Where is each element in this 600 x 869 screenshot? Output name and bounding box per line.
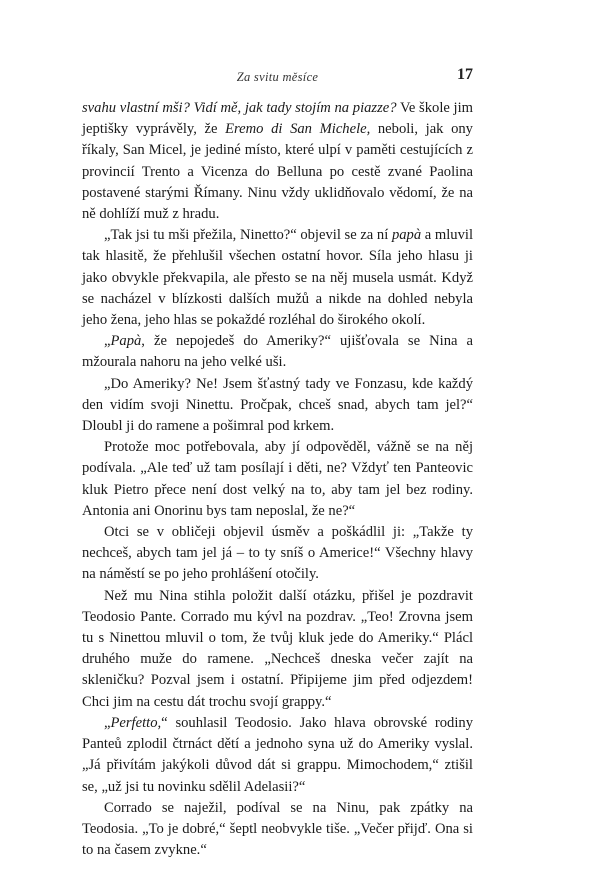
text-segment-italic: svahu vlastní mši? Vidí mě, jak tady stojím na piazze? bbox=[82, 100, 397, 116]
page-number: 17 bbox=[457, 66, 473, 83]
text-segment: neboli, jak ony říkaly, San Micel, je jediné místo, které ulpí v paměti cestujících z provincií Trento a Vicenza do Belluna po cestě zvané Paolina postavené starými Římany. Ninu vždy uklidňovalo vědomí, že na ně dohlíží muž z hradu. bbox=[82, 121, 473, 223]
text-segment: „Tak jsi tu mši přežila, Ninetto?“ objevil se za ní bbox=[104, 227, 392, 244]
running-header bbox=[82, 66, 473, 88]
paragraph bbox=[82, 586, 473, 713]
paragraph bbox=[82, 98, 473, 225]
paragraph bbox=[82, 522, 473, 586]
text-segment: „ bbox=[104, 333, 111, 350]
text-segment: Otci se v obličeji objevil úsměv a poškádlil ji: „Takže ty nechceš, abych tam jel já – to ty sníš o Americe!“ Všechny hlavy na náměstí se po jeho prohlášení otočily. bbox=[82, 524, 473, 583]
paragraph bbox=[82, 374, 473, 438]
text-segment: „Do Ameriky? Ne! Jsem šťastný tady ve Fonzasu, kde každý den vidím svoji Ninettu. Pročpak, chceš snad, abych tam jel?“ Dloubl ji do ramene a pošimral pod krkem. bbox=[82, 375, 473, 435]
text-segment-italic: Eremo di San Michele, bbox=[225, 121, 371, 138]
text-segment: „ bbox=[104, 714, 111, 731]
text-segment: a mluvil tak hlasitě, že přehlušil všechen ostatní hovor. Síla jeho hlasu ji jako obvykle překvapila, ale přesto se na něj musela usmát. Když se nacházel v blízkosti dalších mužů a nikde na dohled nebyla jeho žena, jeho hlas se pokaždé rozléhal do širokého okolí. bbox=[82, 227, 474, 329]
text-segment: Ve škole jim jeptišky vyprávěly, že bbox=[82, 100, 473, 138]
text-segment: “ souhlasil Teodosio. Jako hlava obrovské rodiny Panteů zplodil čtrnáct dětí a jednoho syna už do Ameriky vyslal. „Já přivítám jakýkoli důvod dát si grappu. Mimochodem,“ ztišil se, „už jsi tu novinku sdělil Adelasii?“ bbox=[82, 714, 473, 795]
text-segment-italic: Papà bbox=[110, 333, 142, 350]
text-segment-italic: papà bbox=[391, 227, 422, 244]
body-text bbox=[82, 98, 473, 861]
paragraph bbox=[82, 437, 473, 522]
text-segment: Protože moc potřebovala, aby jí odpověděl, vážně se na něj podívala. „Ale teď už tam posílají i děti, ne? Vždyť ten Panteovic kluk Pietro přece není dost velký na to, aby tam jel bez rodiny. Antonia ani Onorinu bys tam neposlal, že ne?“ bbox=[82, 439, 473, 519]
text-segment: , že nepojedeš do Ameriky?“ ujišťovala se Nina a mžourala nahoru na jeho velké uši. bbox=[82, 333, 473, 371]
paragraph bbox=[82, 225, 473, 331]
text-segment: Corrado se naježil, podíval se na Ninu, pak zpátky na Teodosia. „To je dobré,“ šeptl neobvykle tiše. „Večer přijď. Ona si to na časem zvykne.“ bbox=[82, 799, 473, 859]
text-segment: Než mu Nina stihla položit další otázku, přišel je pozdravit Teodosio Pante. Corrado mu kývl na pozdrav. „Teo! Zrovna jsem tu s Ninettou mluvil o tom, že tvůj kluk jede do Ameriky.“ Plácl druhého muže do ramene. „Nechceš dneska večer zajít na skleničku? Pozval jsem i ostatní. Připijeme jim před odjezdem! Chci jim na cestu dát trochu svojí grappy.“ bbox=[82, 587, 473, 710]
text-segment-italic: Perfetto, bbox=[110, 714, 162, 731]
running-title: Za svitu měsíce bbox=[236, 70, 319, 84]
paragraph bbox=[82, 798, 473, 862]
paragraph bbox=[82, 331, 473, 373]
paragraph bbox=[82, 713, 473, 798]
